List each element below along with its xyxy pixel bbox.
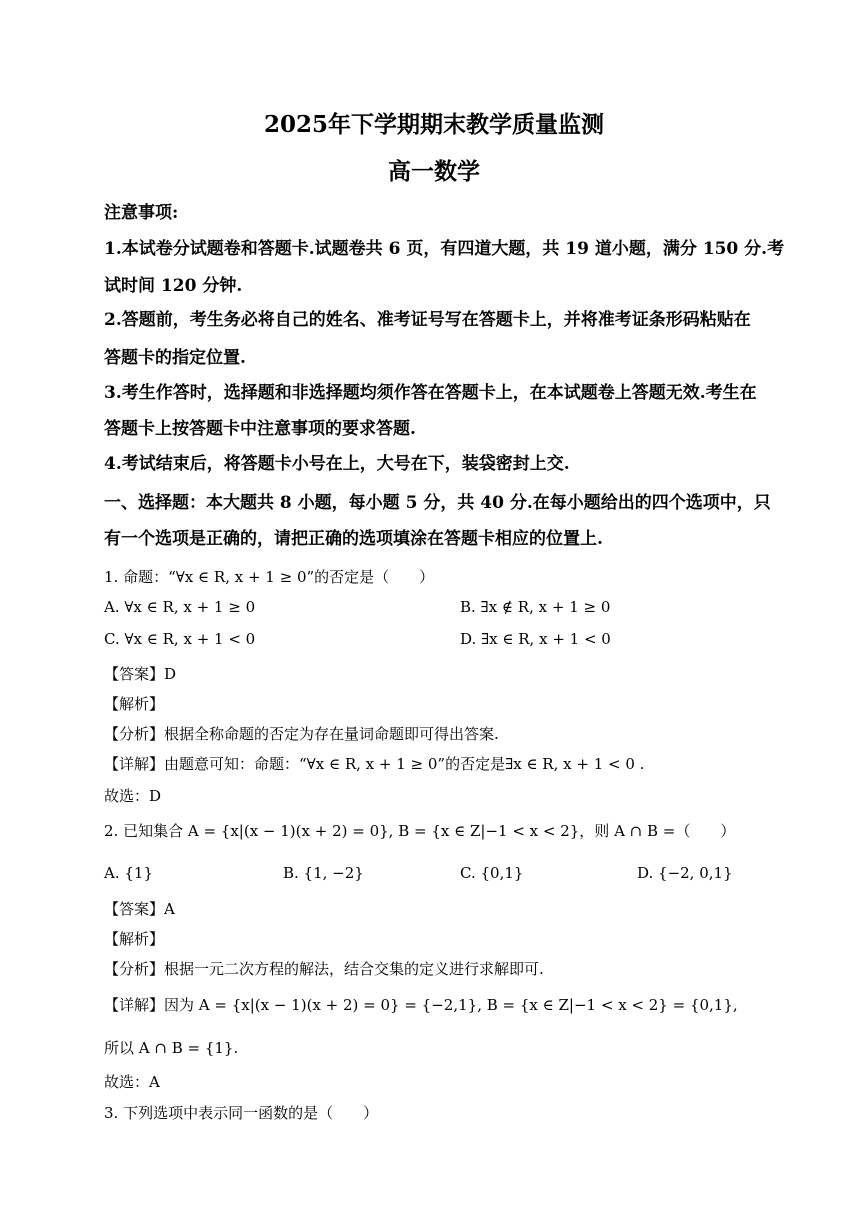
option-c: C. {0,1} (460, 864, 524, 882)
section-heading: 有一个选项是正确的，请把正确的选项填涂在答题卡相应的位置上. (104, 529, 603, 549)
notice-item: 4.考试结束后，将答题卡小号在上，大号在下，装袋密封上交. (104, 454, 570, 474)
notice-item: 1.本试卷分试题卷和答题卡.试题卷共 6 页，有四道大题，共 19 道小题，满分 150 分.考 (104, 239, 785, 259)
section-heading: 一、选择题：本大题共 8 小题，每小题 5 分，共 40 分.在每小题给出的四个选项中，只 (104, 493, 771, 513)
analysis-summary: 【分析】根据全称命题的否定为存在量词命题即可得出答案. (104, 725, 499, 743)
notice-item: 3.考生作答时，选择题和非选择题均须作答在答题卡上，在本试题卷上答题无效.考生在 (104, 383, 757, 403)
notice-item: 答题卡上按答题卡中注意事项的要求答题. (104, 419, 416, 439)
final-choice: 故选：D (104, 787, 162, 805)
option-c: C. ∀x ∈ R, x + 1 < 0 (104, 630, 256, 648)
notice-item: 2.答题前，考生务必将自己的姓名、准考证号写在答题卡上，并将准考证条形码粘贴在 (104, 310, 751, 330)
notice-heading: 注意事项: (104, 203, 179, 223)
analysis-detail-continued: 所以 A ∩ B = {1}. (104, 1039, 239, 1057)
final-choice: 故选：A (104, 1073, 160, 1091)
option-a: A. ∀x ∈ R, x + 1 ≥ 0 (104, 598, 256, 616)
exam-subtitle: 高一数学 (388, 158, 480, 185)
analysis-label: 【解析】 (104, 695, 165, 713)
option-b: B. ∃x ∉ R, x + 1 ≥ 0 (460, 598, 611, 616)
analysis-detail: 【详解】由题意可知：命题：“∀x ∈ R, x + 1 ≥ 0”的否定是∃x ∈ R, x + 1 < 0 . (104, 755, 645, 773)
option-a: A. {1} (104, 864, 153, 882)
analysis-summary: 【分析】根据一元二次方程的解法，结合交集的定义进行求解即可. (104, 960, 544, 978)
question-stem: 2. 已知集合 A = {x|(x − 1)(x + 2) = 0}, B = {x ∈ Z|−1 < x < 2}，则 A ∩ B =（ ） (104, 822, 736, 840)
option-d: D. ∃x ∈ R, x + 1 < 0 (460, 630, 611, 648)
exam-title: 2025年下学期期末教学质量监测 (263, 111, 604, 138)
question-stem: 1. 命题：“∀x ∈ R, x + 1 ≥ 0”的否定是（ ） (104, 568, 435, 586)
question-stem: 3. 下列选项中表示同一函数的是（ ） (104, 1104, 379, 1122)
notice-item: 试时间 120 分钟. (104, 276, 243, 296)
option-d: D. {−2, 0,1} (637, 864, 733, 882)
answer: 【答案】A (104, 900, 175, 918)
analysis-detail: 【详解】因为 A = {x|(x − 1)(x + 2) = 0} = {−2,1}, B = {x ∈ Z|−1 < x < 2} = {0,1}, (104, 996, 738, 1014)
notice-item: 答题卡的指定位置. (104, 348, 246, 368)
option-b: B. {1, −2} (283, 864, 364, 882)
analysis-label: 【解析】 (104, 930, 165, 948)
answer: 【答案】D (104, 665, 177, 683)
